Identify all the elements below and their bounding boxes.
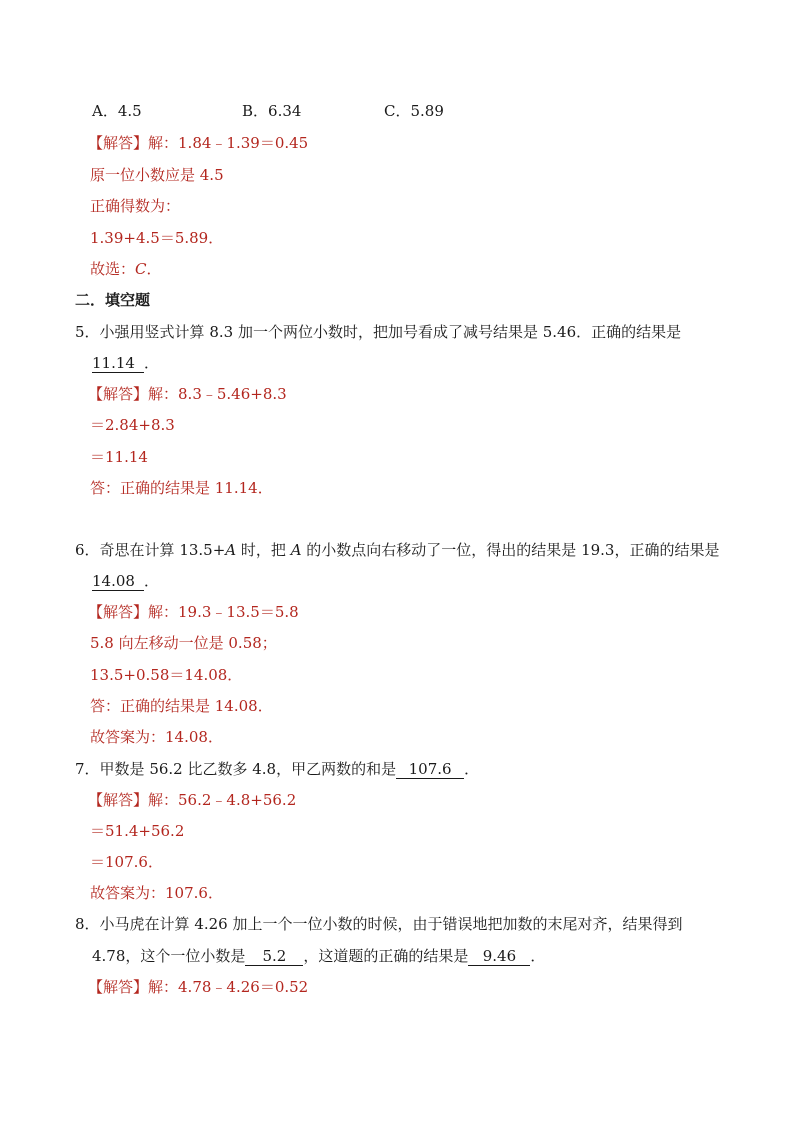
- option-a: A．4.5: [92, 102, 142, 120]
- answer-blank-2: 9.46: [468, 947, 530, 966]
- punctuation: ．: [144, 572, 160, 590]
- q7-answer-line-4: 故答案为：107.6．: [90, 884, 223, 902]
- answer-text: 解：8.3﹣5.46+8.3: [148, 385, 287, 403]
- answer-text: 解：4.78﹣4.26＝0.52: [148, 978, 309, 996]
- answer-tag: 【解答】: [88, 385, 149, 403]
- q5-blank-line: [92, 353, 159, 373]
- q7-answer-line-3: ＝107.6．: [90, 853, 163, 871]
- option-b: B．6.34: [242, 102, 302, 120]
- q4-answer-line-1: [88, 133, 308, 153]
- q4-answer-line-3: 正确得数为：: [90, 197, 181, 215]
- select-value: C: [135, 260, 147, 278]
- option-c: C．5.89: [384, 102, 444, 120]
- punctuation: ．: [464, 760, 480, 778]
- question-number: 5．: [75, 323, 100, 341]
- variable-b: A: [290, 541, 302, 559]
- q5-answer-line-2: ＝2.84+8.3: [90, 416, 175, 434]
- q7-text: [75, 759, 479, 779]
- answer-text: 解：1.84﹣1.39＝0.45: [148, 134, 309, 152]
- punctuation: ．: [530, 947, 546, 965]
- select-prefix: 故选：: [90, 260, 136, 278]
- q8-text-line-2: [92, 946, 545, 966]
- answer-text: 解：56.2﹣4.8+56.2: [148, 791, 297, 809]
- answer-tag: 【解答】: [88, 978, 149, 996]
- q4-select-line: [90, 259, 162, 279]
- question-text-a: 奇思在计算 13.5+: [99, 541, 226, 559]
- q6-answer-line-1: [88, 602, 299, 622]
- variable-a: A: [225, 541, 237, 559]
- question-text: 小马虎在计算 4.26 加上一个一位小数的时候，由于错误地把加数的末尾对齐，结果得到: [99, 915, 683, 933]
- question-number: 6．: [75, 541, 100, 559]
- answer-tag: 【解答】: [88, 791, 149, 809]
- q4-answer-line-4: 1.39+4.5＝5.89．: [90, 229, 224, 247]
- select-suffix: ．: [146, 260, 162, 278]
- answer-tag: 【解答】: [88, 603, 149, 621]
- q5-answer-line-4: 答：正确的结果是 11.14．: [90, 479, 273, 497]
- q6-blank-line: [92, 571, 159, 591]
- question-number: 7．: [75, 760, 100, 778]
- question-text: 甲数是 56.2 比乙数多 4.8，甲乙两数的和是: [99, 760, 397, 778]
- punctuation: ．: [144, 354, 160, 372]
- question-text: 小强用竖式计算 8.3 加一个两位小数时，把加号看成了减号结果是 5.46．正确的结果是: [99, 323, 682, 341]
- q5-answer-line-3: ＝11.14: [90, 448, 148, 466]
- q4-answer-line-2: 原一位小数应是 4.5: [90, 166, 224, 184]
- q5-answer-line-1: [88, 384, 287, 404]
- q6-answer-line-2: 5.8 向左移动一位是 0.58；: [90, 634, 277, 652]
- q8-answer-line-1: [88, 977, 308, 997]
- question-text-b: 时，把: [236, 541, 291, 559]
- answer-tag: 【解答】: [88, 134, 149, 152]
- q6-answer-line-3: 13.5+0.58＝14.08．: [90, 666, 243, 684]
- section-title: 二．填空题: [75, 291, 151, 309]
- answer-blank: 14.08: [92, 572, 144, 591]
- q6-answer-line-4: 答：正确的结果是 14.08．: [90, 697, 273, 715]
- answer-blank: 107.6: [396, 760, 464, 779]
- question-text-c: 的小数点向右移动了一位，得出的结果是 19.3，正确的结果是: [301, 541, 720, 559]
- q6-answer-line-5: 故答案为：14.08．: [90, 728, 223, 746]
- q5-text: [75, 322, 681, 342]
- answer-blank-1: 5.2: [245, 947, 303, 966]
- question-text-b: ，这道题的正确的结果是: [303, 947, 469, 965]
- answer-blank: 11.14: [92, 354, 144, 373]
- q8-text-line-1: [75, 914, 683, 934]
- question-number: 8．: [75, 915, 100, 933]
- answer-text: 解：19.3﹣13.5＝5.8: [148, 603, 299, 621]
- q7-answer-line-1: [88, 790, 296, 810]
- question-text-a: 4.78，这个一位小数是: [92, 947, 246, 965]
- q7-answer-line-2: ＝51.4+56.2: [90, 822, 185, 840]
- q6-text: [75, 540, 719, 560]
